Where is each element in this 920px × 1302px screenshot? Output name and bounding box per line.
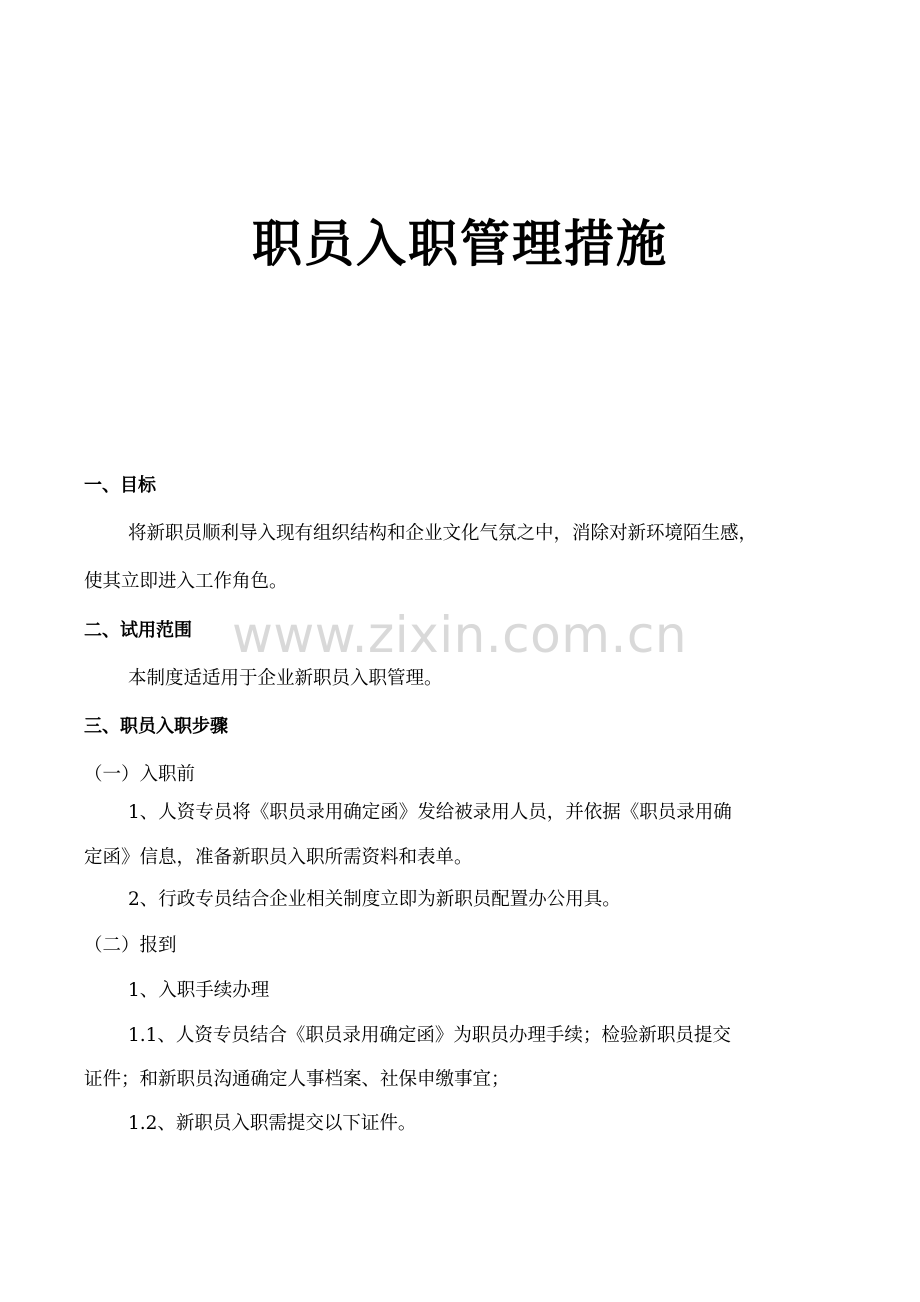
list-item-line: 定函》信息，准备新职员入职所需资料和表单。: [84, 847, 473, 868]
list-item-line: 2、行政专员结合企业相关制度立即为新职员配置办公用具。: [128, 889, 621, 910]
document-title: 职员入职管理措施: [252, 215, 668, 273]
section-heading-steps: 三、职员入职步骤: [84, 716, 228, 737]
paragraph-line: 使其立即进入工作角色。: [84, 571, 288, 592]
subsection-label: （一）入职前: [84, 764, 196, 785]
list-item-line: 1.2、新职员入职需提交以下证件。: [128, 1113, 417, 1134]
list-item-line: 1、入职手续办理: [128, 980, 270, 1001]
watermark: www.zixin.com.cn: [232, 606, 688, 664]
subsection-label: （二）报到: [84, 935, 177, 956]
list-item-line: 1.1、人资专员结合《职员录用确定函》为职员办理手续；检验新职员提交: [128, 1025, 731, 1046]
paragraph-line: 将新职员顺利导入现有组织结构和企业文化气氛之中，消除对新环境陌生感，: [128, 523, 758, 544]
section-heading-goal: 一、目标: [84, 475, 156, 496]
list-item-line: 证件；和新职员沟通确定人事档案、社保申缴事宜；: [84, 1069, 510, 1090]
list-item-line: 1、人资专员将《职员录用确定函》发给被录用人员，并依据《职员录用确: [128, 802, 732, 823]
section-heading-scope: 二、试用范围: [84, 620, 192, 641]
paragraph-line: 本制度适适用于企业新职员入职管理。: [128, 668, 443, 689]
